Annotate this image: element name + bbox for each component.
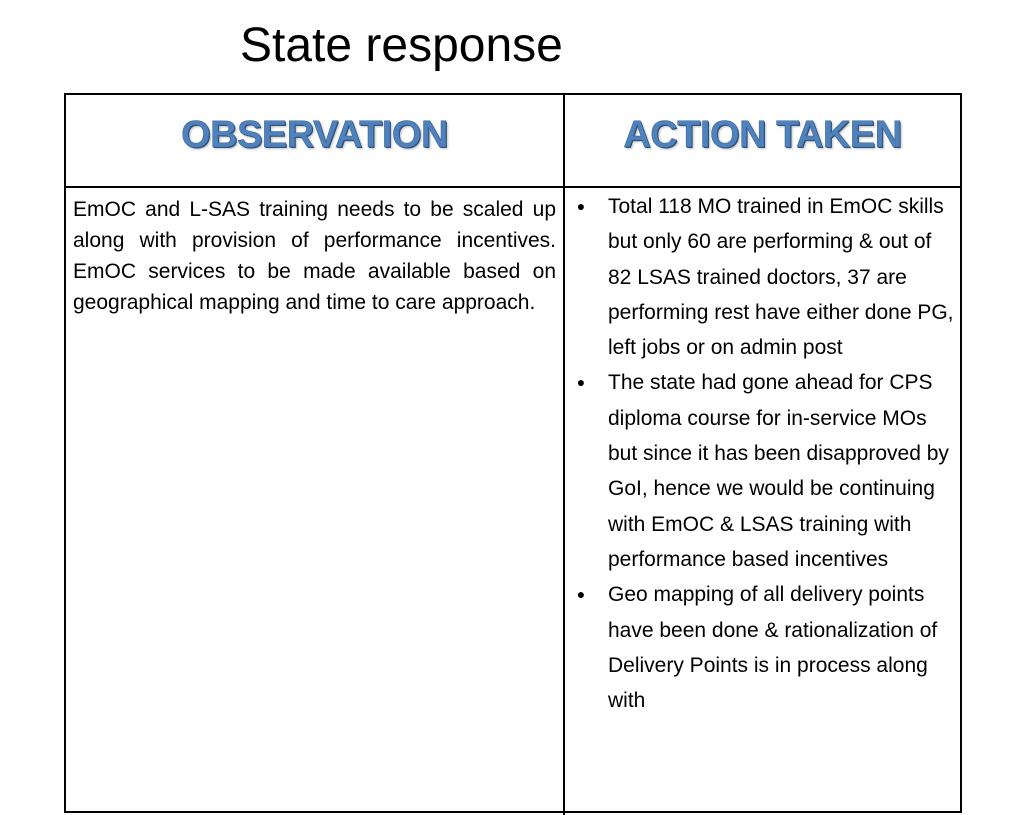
slide-title: State response — [240, 19, 563, 72]
action-item-text: Total 118 MO trained in EmOC skills but only 60 are performing & out of 82 LSAS trained doctors, 37 are performing rest have either done PG, left jobs or on admin post — [608, 195, 954, 360]
bullet-icon: ● — [576, 586, 586, 603]
observation-cell: EmOC and L-SAS training needs to be scaled up along with provision of performance incentives. EmOC services to be made available based on geographical mapping and time to care approach. — [73, 198, 556, 314]
action-taken-list — [566, 189, 960, 718]
action-item-text: The state had gone ahead for CPS diploma course for in-service MOs but since it has been disapproved by GoI, hence we would be continuing with EmOC & LSAS training with performance based incentives — [608, 371, 949, 571]
bullet-icon: ● — [576, 374, 586, 391]
action-taken-header: ACTION TAKEN — [623, 114, 902, 156]
state-response-table — [64, 93, 962, 813]
action-item — [566, 365, 960, 577]
action-item — [566, 577, 960, 718]
column-divider — [563, 95, 565, 815]
observation-header: OBSERVATION — [181, 114, 448, 156]
action-item — [566, 189, 960, 365]
action-item-text: Geo mapping of all delivery points have been done & rationalization of Delivery Points is in process along with — [608, 583, 938, 713]
bullet-icon: ● — [576, 198, 586, 214]
